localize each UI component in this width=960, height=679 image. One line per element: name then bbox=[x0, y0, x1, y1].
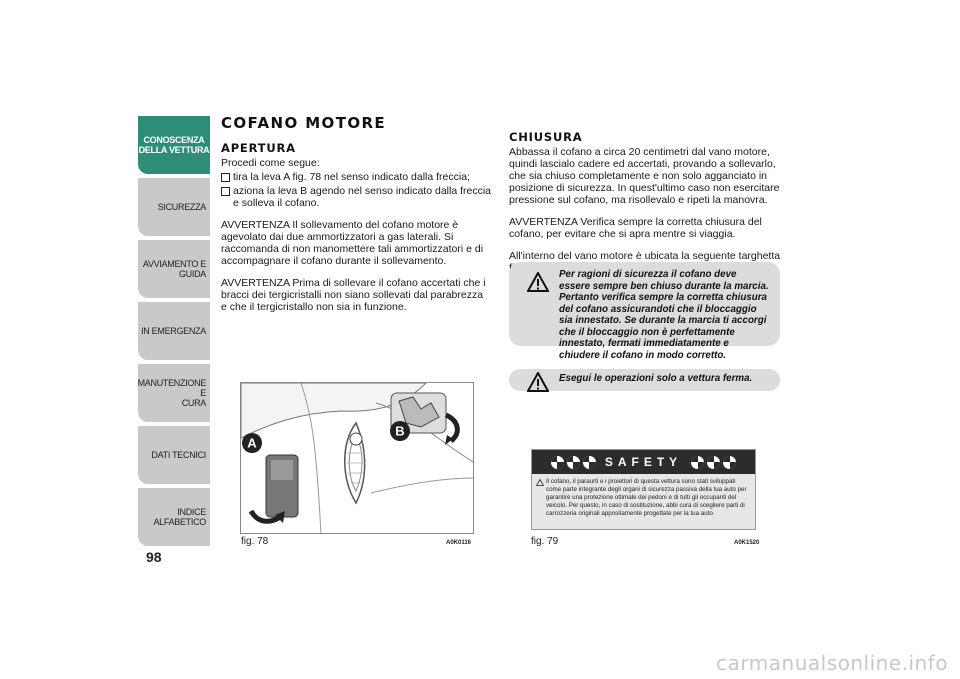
watermark: carmanualsonline.info bbox=[716, 651, 948, 675]
checker-icon bbox=[551, 456, 564, 469]
tab-indice[interactable]: INDICE ALFABETICO bbox=[138, 488, 210, 546]
paragraph: All'interno del vano motore è ubicata la seguente targhetta bbox=[509, 250, 781, 262]
label-b: B bbox=[395, 423, 405, 439]
checker-icon bbox=[691, 456, 704, 469]
checkbox-icon bbox=[221, 187, 230, 196]
checkbox-icon bbox=[221, 173, 230, 182]
tab-dati-tecnici[interactable]: DATI TECNICI bbox=[138, 426, 210, 484]
hood-lever-figure bbox=[240, 382, 474, 534]
left-column bbox=[221, 142, 491, 323]
tab-conoscenza[interactable]: CONOSCENZA DELLA VETTURA bbox=[138, 116, 210, 174]
warning-paragraph: AVVERTENZA Il sollevamento del cofano motore è agevolato dai due ammortizzatori a gas laterali. Si raccomanda di non manomettere tali ammortizzatori e di accompagnare il cofano durante il sollevamento. bbox=[221, 219, 484, 267]
warning-paragraph: AVVERTENZA Prima di sollevare il cofano accertati che i bracci dei tergicristalli non siano sollevati dal parabrezza e che il tergicristallo non sia in funzione. bbox=[221, 277, 486, 313]
safety-text: Il cofano, il paraurti e i proiettori di questa vettura sono stati sviluppati come parte integrante degli organi di sicurezza passiva della tua auto per garantire una protezione ottimale dei pedoni e di tutti gli occupanti del veicolo. Per questo, in caso di sostituzione, abbi cura di scegliere parti di carrozzeria originali appositamente progettate per la tua auto. bbox=[532, 474, 755, 518]
warning-triangle-icon bbox=[536, 479, 544, 486]
page-number: 98 bbox=[146, 549, 162, 565]
heading-apertura: APERTURA bbox=[221, 141, 296, 155]
tab-avviamento[interactable]: AVVIAMENTO E GUIDA bbox=[138, 240, 210, 298]
tab-manutenzione[interactable]: MANUTENZIONE E CURA bbox=[138, 364, 210, 422]
checker-icon bbox=[567, 456, 580, 469]
checker-icon bbox=[707, 456, 720, 469]
bullet-item: tira la leva A fig. 78 nel senso indicato dalla freccia; bbox=[221, 171, 491, 183]
section-title: COFANO MOTORE bbox=[221, 114, 387, 132]
paragraph: Abbassa il cofano a circa 20 centimetri dal vano motore, quindi lascialo cadere ed accertati, provando a sollevarlo, che sia chiuso completamente e non solo agganciato in posizione di sicurezza. In quest'ultimo caso non esercitare pressione sul cofano, ma risollevalo e ripeti la manovra. bbox=[509, 146, 780, 206]
label-a: A bbox=[247, 435, 257, 451]
paragraph: AVVERTENZA Verifica sempre la corretta chiusura del cofano, per evitare che si apra mentre si viaggia. bbox=[509, 216, 762, 240]
figure-caption: fig. 78 bbox=[241, 536, 269, 547]
warning-box: Per ragioni di sicurezza il cofano deve essere sempre ben chiuso durante la marcia. Pertanto verifica sempre la corretta chiusura del cofano assicurandoti che il bloccaggio sia innestato. Se durante la marcia ti accorgi che il bloccaggio non è perfettamente innestato, fermati immediatamente e chiudere il cofano in modo corretto. bbox=[509, 262, 780, 346]
warning-triangle-icon bbox=[527, 372, 549, 392]
safety-title: SAFETY bbox=[604, 455, 683, 469]
figure-code: A0K0116 bbox=[446, 540, 472, 546]
heading-chiusura: CHIUSURA bbox=[509, 130, 583, 144]
safety-header bbox=[532, 450, 755, 474]
intro-text: Procedi come segue: bbox=[221, 157, 320, 169]
checker-icon bbox=[583, 456, 596, 469]
warning-triangle-icon bbox=[527, 272, 549, 292]
warning-box-short: Esegui le operazioni solo a vettura ferma. bbox=[509, 369, 780, 391]
tab-sicurezza[interactable]: SICUREZZA bbox=[138, 178, 210, 236]
tab-emergenza[interactable]: IN EMERGENZA bbox=[138, 302, 210, 360]
figure-code: A0K1520 bbox=[734, 540, 760, 546]
hood-lever-illustration bbox=[241, 383, 474, 534]
checker-icon bbox=[723, 456, 736, 469]
figure-caption: fig. 79 bbox=[531, 536, 559, 547]
bullet-item: aziona la leva B agendo nel senso indicato dalla freccia e solleva il cofano. bbox=[221, 185, 491, 209]
safety-label-figure bbox=[531, 449, 756, 530]
